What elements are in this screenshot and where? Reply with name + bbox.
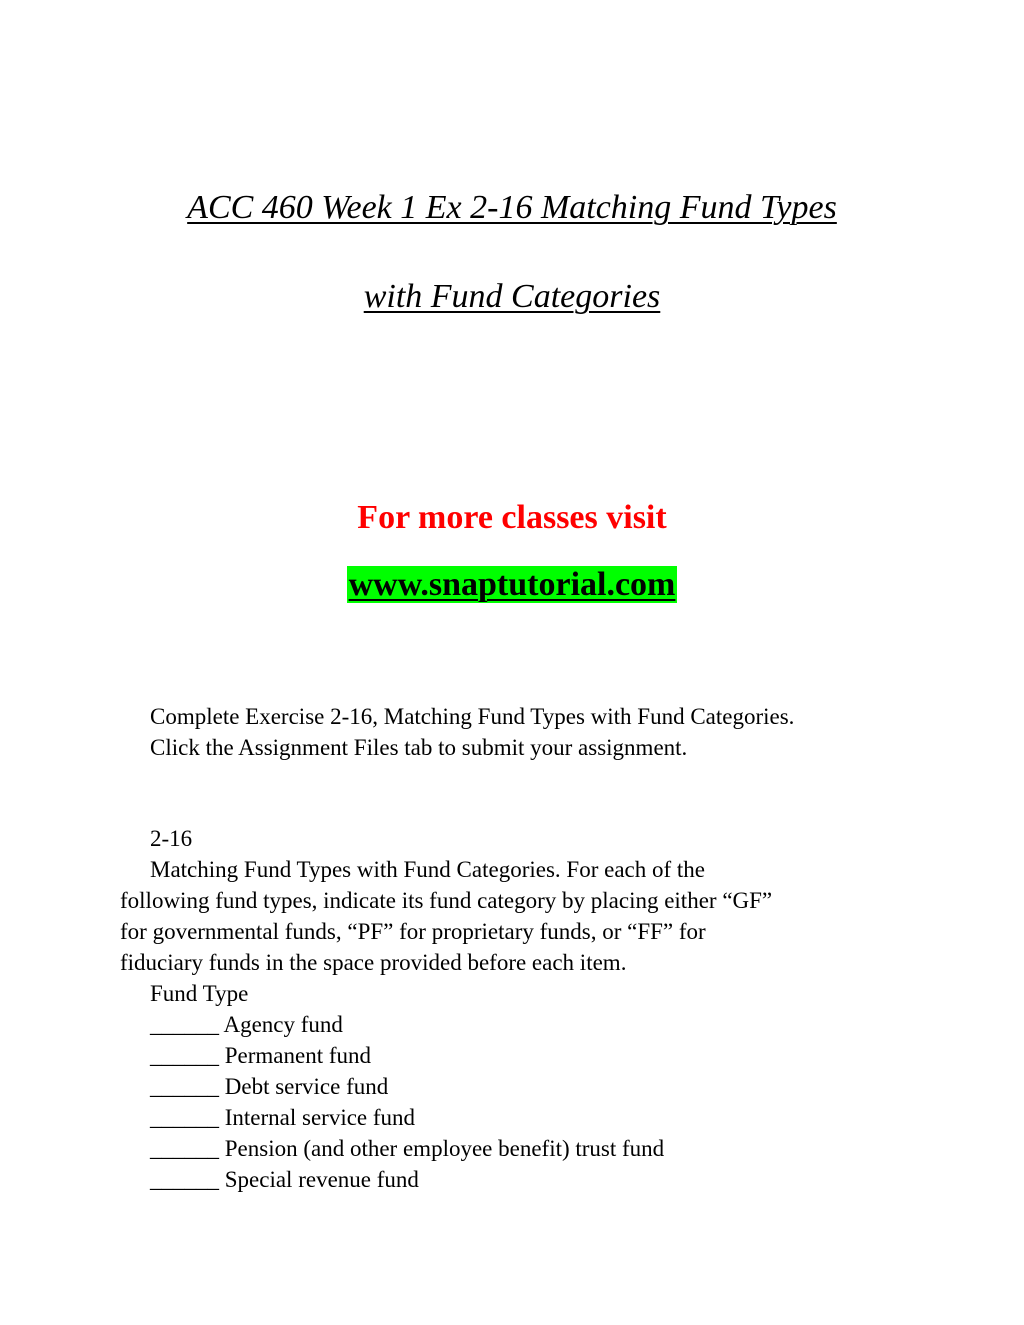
page-title-line-2	[0, 277, 1024, 317]
answer-blank: ______	[150, 1167, 219, 1192]
exercise-desc-line-1: Matching Fund Types with Fund Categories. For each of the	[150, 857, 705, 882]
intro-line-2: Click the Assignment Files tab to submit your assignment.	[150, 735, 688, 760]
list-item	[120, 1040, 772, 1071]
fund-type-header: Fund Type	[150, 981, 249, 1006]
title-text-2: with Fund Categories	[363, 278, 661, 315]
fund-type-label: Internal service fund	[224, 1105, 416, 1130]
answer-blank: ______	[150, 1074, 219, 1099]
answer-blank: ______	[150, 1012, 219, 1037]
page-title-line-1	[0, 188, 1024, 228]
fund-type-list	[120, 1009, 772, 1195]
promo-text: For more classes visit	[357, 499, 667, 536]
fund-type-label: Pension (and other employee benefit) trust fund	[224, 1136, 665, 1161]
fund-type-label: Agency fund	[223, 1012, 343, 1037]
exercise-section	[120, 823, 772, 1195]
list-item	[120, 1164, 772, 1195]
list-item	[120, 1133, 772, 1164]
list-item	[120, 1102, 772, 1133]
exercise-desc-line-2: following fund types, indicate its fund category by placing either “GF”	[120, 888, 773, 913]
intro-paragraph	[150, 701, 794, 763]
answer-blank: ______	[150, 1136, 219, 1161]
exercise-desc-line-3: for governmental funds, “PF” for proprietary funds, or “FF” for	[120, 919, 706, 944]
fund-type-label: Permanent fund	[224, 1043, 372, 1068]
fund-type-label: Special revenue fund	[224, 1167, 419, 1192]
answer-blank: ______	[150, 1105, 219, 1130]
fund-type-label: Debt service fund	[224, 1074, 389, 1099]
promo-link[interactable]: www.snaptutorial.com	[348, 566, 676, 603]
exercise-desc-line-4: fiduciary funds in the space provided before each item.	[120, 950, 627, 975]
promo-link-container	[0, 562, 1024, 608]
answer-blank: ______	[150, 1043, 219, 1068]
exercise-number: 2-16	[150, 826, 193, 851]
list-item	[120, 1009, 772, 1040]
list-item	[120, 1071, 772, 1102]
title-text-1: ACC 460 Week 1 Ex 2-16 Matching Fund Types	[187, 189, 837, 226]
intro-line-1: Complete Exercise 2-16, Matching Fund Types with Fund Categories.	[150, 704, 795, 729]
